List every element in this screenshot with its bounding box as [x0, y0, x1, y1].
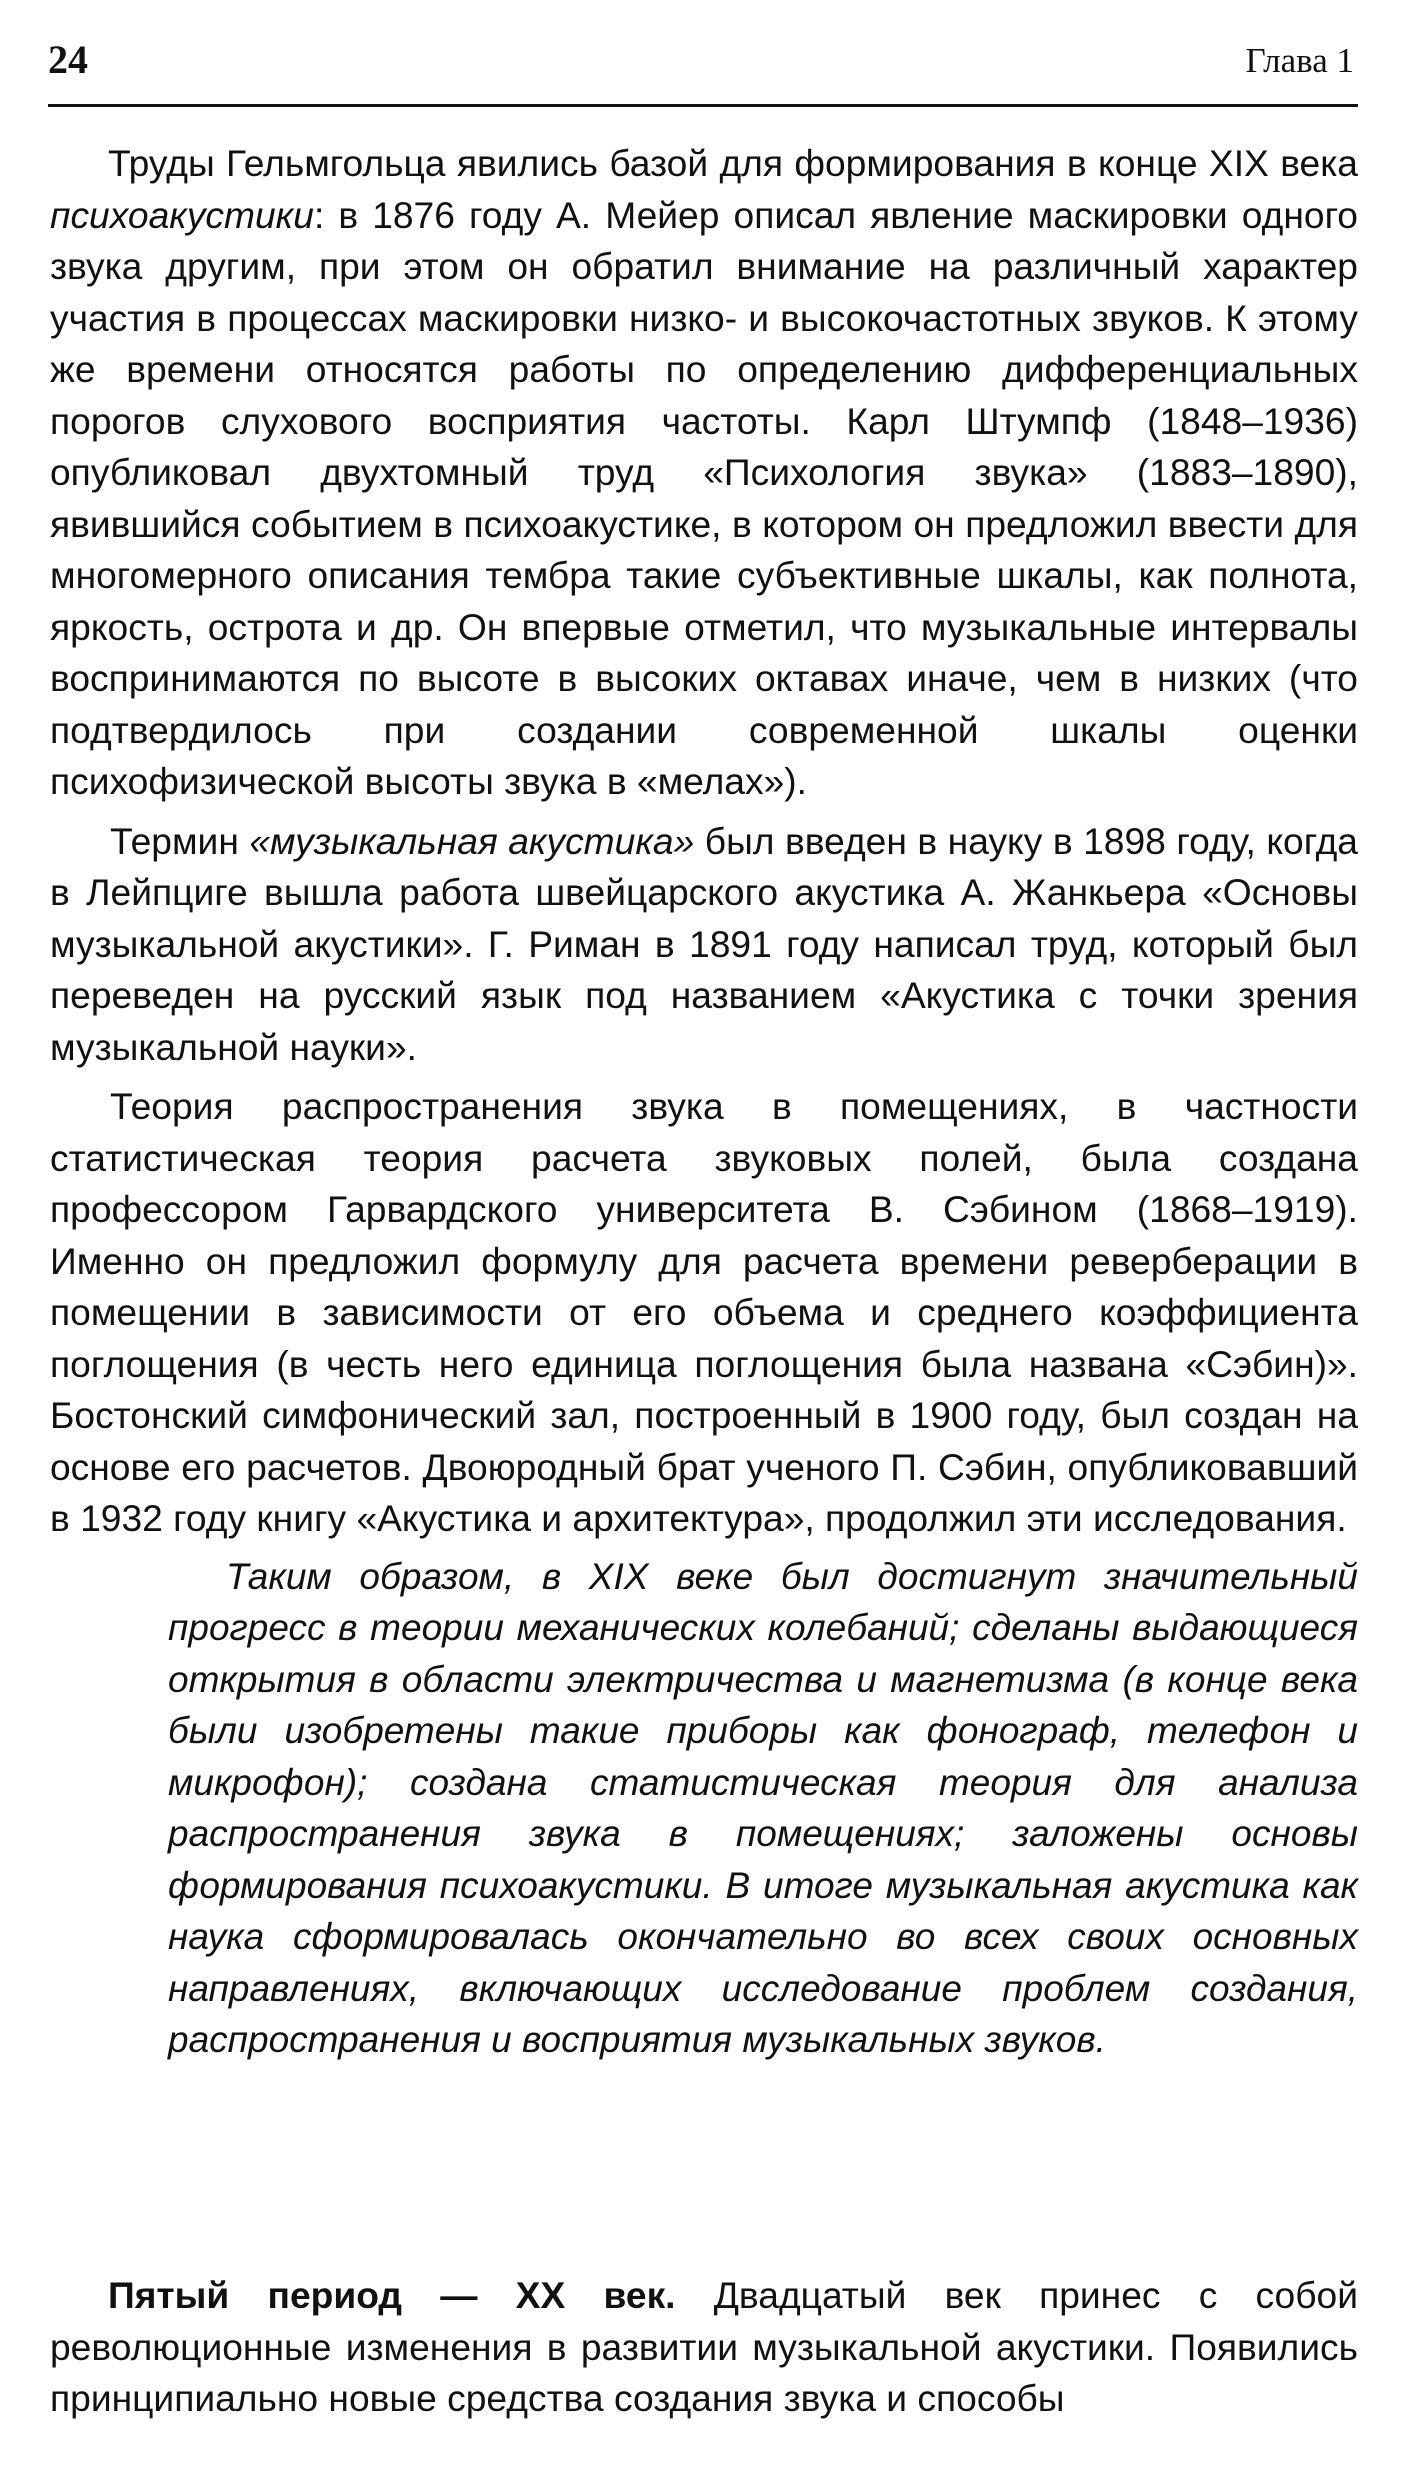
header-divider [48, 104, 1358, 107]
paragraph-sabine: Теория распространения звука в помещениях, в частности статистическая теория расчета звуковых полей, была создана профессором Гарвардского университета В. Сэбином (1868–1919). Именно он предложил формулу для расчета времени реверберации в помещении в зависимости от его объема и среднего коэффициента поглощения (в честь него единица поглощения была названа «Сэбин)». Бостонский симфонический зал, построенный в 1900 году, был создан на основе его расчетов. Двоюродный брат ученого П. Сэбин, опубликовавший в 1932 году книгу «Акустика и архитектура», продолжил эти исследования. [50, 1085, 1358, 1539]
page-header [48, 36, 1358, 96]
term-psychoacoustics: психоакустики [50, 193, 314, 236]
page-number: 24 [48, 37, 88, 82]
section-heading: Пятый период — XX век. [108, 2274, 676, 2316]
summary-paragraph: Таким образом, в XIX веке был достигнут значительный прогресс в теории механических колебаний; сделаны выдающиеся открытия в области электричества и магнетизма (в конце века были изобретены такие приборы как фонограф, телефон и микрофон); создана статистическая теория для анализа распространения звука в помещениях; заложены основы формирования психоакустики. В итоге музыкальная акустика как наука сформировалась окончательно во всех своих основных направлениях, включающих исследование проблем создания, распространения и восприятия музыкальных звуков. [168, 1555, 1358, 2060]
paragraph-helmholtz: Труды Гельмгольца явились базой для формирования в конце XIX века психоакустики: в 1876 году А. Мейер описал явление маскировки одного звука другим, при этом он обратил внимание на различный характер участия в процессах маскировки низко- и высокочастотных звуков. К этому же времени относятся работы по определению дифференциальных порогов слухового восприятия частоты. Карл Штумпф (1848–1936) опубликовал двухтомный труд «Психология звука» (1883–1890), явившийся событием в психоакустике, в котором он предложил ввести для многомерного описания тембра такие субъективные шкалы, как полнота, яркость, острота и др. Он впервые отметил, что музыкальные интервалы воспринимаются по высоте в высоких октавах иначе, чем в низких (что подтвердилось при создании современной шкалы оценки психофизической высоты звука в «мелах»). [50, 142, 1358, 802]
chapter-label: Глава 1 [1245, 41, 1354, 80]
main-text [50, 138, 1358, 2066]
paragraph-musical-acoustics: Термин «музыкальная акустика» был введен в науку в 1898 году, когда в Лейпциге вышла работа швейцарского акустика А. Жанкьера «Основы музыкальной акустики». Г. Риман в 1891 году написал труд, который был переведен на русский язык под названием «Акустика с точки зрения музыкальной науки». [50, 819, 1358, 1068]
term-musical-acoustics: «музыкальная акустика» [249, 819, 695, 862]
paragraph-fifth-period: Пятый период — XX век. Двадцатый век принес с собой революционные изменения в развитии музыкальной акустики. Появились принципиально новые средства создания звука и способы [50, 2274, 1358, 2419]
